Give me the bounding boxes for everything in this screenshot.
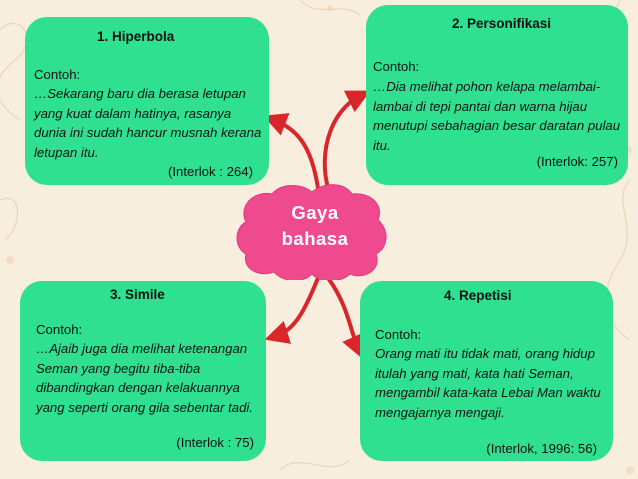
card-example-label: Contoh:	[34, 67, 81, 82]
card-example-label: Contoh:	[36, 322, 83, 337]
center-title-line-1: Gaya	[291, 202, 339, 223]
card-title: 2. Personifikasi	[452, 16, 552, 31]
card-example-label: Contoh:	[373, 59, 420, 74]
card-simile	[20, 281, 266, 461]
card-hiperbola	[25, 17, 269, 185]
card-title: 4. Repetisi	[444, 288, 512, 303]
card-source: (Interlok : 264)	[167, 164, 253, 179]
card-source: (Interlok: 257)	[536, 154, 618, 169]
card-source: (Interlok, 1996: 56)	[486, 441, 597, 456]
card-example-text: …Ajaib juga dia melihat ketenangan Seman yang begitu tiba-tiba dibandingkan dengan kelakuannya yang seperti orang gila sebentar tadi.	[36, 341, 254, 415]
center-title	[270, 200, 360, 252]
center-title-line-2: bahasa	[281, 228, 349, 249]
card-source: (Interlok : 75)	[176, 435, 254, 450]
card-personifikasi	[366, 5, 628, 185]
card-title: 3. Simile	[110, 287, 165, 302]
card-example-text: Orang mati itu tidak mati, orang hidup itulah yang mati, kata hati Seman, mengambil kata-kata Lebai Man waktu mengajarnya mengaji.	[375, 346, 601, 420]
arrow-to-repetisi	[328, 278, 358, 348]
card-repetisi	[360, 281, 613, 461]
card-example-label: Contoh:	[375, 327, 422, 342]
card-example-text: …Dia melihat pohon kelapa melambai-lambai di tepi pantai dan warna hijau menutupi sebahagian besar daratan pulau itu.	[373, 79, 621, 153]
arrow-to-hiperbola	[274, 120, 318, 188]
card-title: 1. Hiperbola	[97, 29, 175, 44]
arrow-to-simile	[276, 278, 318, 336]
arrow-to-personifikasi	[325, 96, 360, 188]
card-example-text: …Sekarang baru dia berasa letupan yang kuat dalam hatinya, rasanya dunia ini sudah hancur musnah kerana letupan itu.	[34, 86, 262, 160]
